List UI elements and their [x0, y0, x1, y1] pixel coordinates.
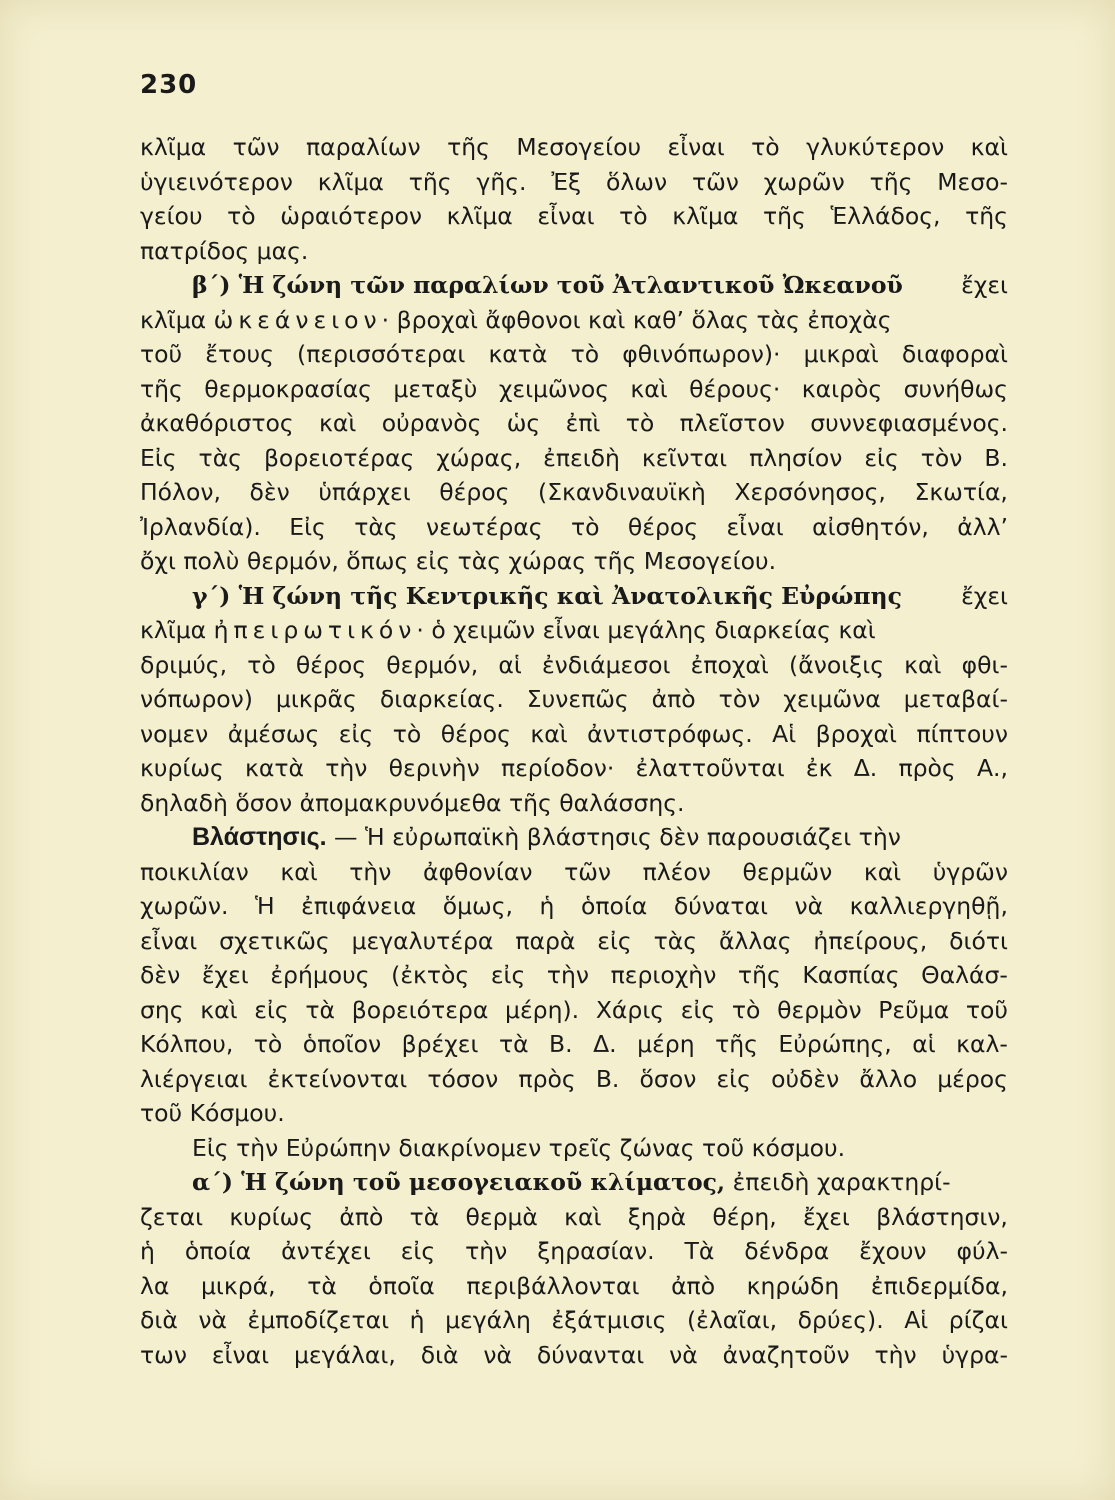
- word: Μεσογείου: [516, 133, 642, 161]
- word: τὸ: [751, 133, 780, 161]
- word: θέρος: [439, 478, 510, 506]
- text-line: πατρίδος μας.: [140, 236, 309, 265]
- word: θερινὴν: [388, 754, 480, 782]
- word: ὁποῖον: [302, 1030, 382, 1058]
- word: Δ.: [593, 1030, 617, 1058]
- word: κλῖμα: [672, 202, 739, 230]
- word: ποικιλίαν: [140, 857, 249, 886]
- word: αἱ: [912, 1030, 936, 1058]
- text-line: [140, 441, 1008, 476]
- word: καὶ: [280, 857, 318, 886]
- word: ἀμέσως: [227, 719, 320, 748]
- word: ὡραιότερον: [280, 202, 422, 230]
- word: Β.: [595, 1064, 620, 1093]
- word: συννεφιασμένος.: [810, 409, 1008, 437]
- word: δὲν: [140, 961, 181, 989]
- word: κεῖνται: [641, 443, 728, 472]
- word: ἔχει: [802, 1202, 850, 1231]
- word: τῆς: [965, 202, 1008, 230]
- word: χώρας,: [436, 443, 522, 472]
- word: κατὰ: [245, 754, 304, 782]
- word: σης: [140, 995, 184, 1024]
- word: νὰ: [794, 892, 824, 920]
- word: ἐλαττοῦνται: [635, 754, 785, 782]
- word: οὐδὲν: [771, 1064, 840, 1093]
- word: μικραὶ: [803, 340, 879, 368]
- word: ὑγιεινότερον: [140, 167, 293, 196]
- word: εἰς: [597, 926, 632, 955]
- word: πλησίον: [749, 443, 843, 472]
- word: ἐπιδερμίδα,: [870, 1271, 1008, 1300]
- word: Εὐρώπης,: [778, 1030, 892, 1058]
- text-line: [140, 1303, 1008, 1338]
- word: φθινόπωρον)·: [622, 340, 781, 368]
- word: καλλιεργηθῇ,: [849, 892, 1008, 920]
- word: νομεν: [140, 719, 209, 748]
- text-fragment: · ὁ χειμῶν εἶναι μεγάλης διαρκείας καὶ: [416, 616, 876, 644]
- section-alpha-label: α΄) Ἡ ζώνη τοῦ μεσογειακοῦ κλίματος,: [192, 1168, 726, 1196]
- word: νὰ: [669, 1340, 698, 1369]
- word: (ἄνοιξις: [789, 650, 884, 679]
- word: γῆς.: [476, 167, 527, 196]
- word: Δ.: [853, 754, 878, 782]
- word: χειμῶνος: [498, 374, 609, 403]
- word: καὶ: [630, 374, 668, 403]
- word: ἐπὶ: [565, 409, 601, 437]
- word: εἰς: [864, 443, 899, 472]
- word: Θαλάσ-: [921, 961, 1008, 989]
- text-line: [140, 1027, 1008, 1062]
- word: θέρους·: [689, 374, 781, 403]
- text-line: [140, 924, 1008, 959]
- word: ἡ: [140, 1237, 155, 1265]
- text-line: [140, 1062, 1008, 1097]
- word: δένδρα: [744, 1237, 830, 1265]
- climate-type-gamma: ἠπειρωτικόν: [213, 616, 417, 644]
- word: ἔχουν: [859, 1237, 927, 1265]
- word: ὅμως,: [442, 892, 513, 920]
- word: τὸ: [247, 650, 276, 679]
- word: κατὰ: [488, 340, 548, 368]
- text-fragment: κλῖμα: [140, 616, 207, 644]
- word: Χερσόνησος,: [734, 478, 886, 506]
- word: τῆς: [763, 202, 806, 230]
- word: ἀπὸ: [339, 1202, 384, 1231]
- text-line: [140, 855, 1008, 890]
- section-beta-label: β΄) Ἡ ζώνη τῶν παραλίων τοῦ Ἀτλαντικοῦ Ὠκεανοῦ: [192, 271, 903, 299]
- text-fragment: κλῖμα: [140, 305, 207, 334]
- word: Εἰς: [140, 443, 177, 472]
- word: (ἐκτὸς: [391, 961, 470, 989]
- word: ἐμποδίζεται: [247, 1306, 390, 1334]
- word: Κασπίας: [802, 961, 900, 989]
- word: ἀκαθόριστος: [140, 409, 294, 437]
- text-line: [140, 510, 1008, 545]
- word: ὁποῖα: [368, 1271, 435, 1300]
- word: εἰς: [400, 1237, 436, 1265]
- text-body: [140, 130, 1008, 1372]
- word: χειμῶνα: [783, 685, 881, 713]
- word: ἀφθονίαν: [423, 857, 533, 886]
- word: τὸ: [392, 719, 422, 748]
- word: βλάστησιν,: [876, 1202, 1008, 1231]
- word: ὡς: [506, 409, 541, 437]
- word: Αἱ: [904, 1306, 929, 1334]
- word: θέρος: [295, 650, 367, 679]
- text-line: δηλαδὴ ὅσον ἀπομακρυνόμεθα τῆς θαλάσσης.: [140, 788, 685, 817]
- word: τῶν: [232, 133, 280, 161]
- word: τὸ: [253, 1030, 283, 1058]
- word: ἐνδιάμεσοι: [541, 650, 671, 679]
- word: εἰς: [680, 995, 716, 1024]
- word: νὰ: [198, 1306, 227, 1334]
- word: Ἰρλανδία).: [140, 512, 261, 541]
- word: τὴν: [465, 1237, 508, 1265]
- word: γείου: [140, 202, 203, 230]
- word: εἰς: [716, 1064, 751, 1093]
- text-line: [140, 648, 1008, 683]
- word: διὰ: [140, 1306, 178, 1334]
- zones-intro: Εἰς τὴν Εὐρώπην διακρίνομεν τρεῖς ζώνας τοῦ κόσμου.: [192, 1133, 846, 1162]
- word: τὴν: [874, 1340, 917, 1369]
- word: τοῦ: [965, 995, 1008, 1024]
- word: φθι-: [961, 650, 1008, 679]
- word: Τὰ: [684, 1237, 715, 1265]
- word: τῆς: [140, 374, 183, 403]
- word: τὸ: [227, 202, 256, 230]
- section-gamma-label: γ΄) Ἡ ζώνη τῆς Κεντρικῆς καὶ Ἀνατολικῆς Εὐρώπης: [192, 581, 902, 610]
- word: ἐπειδὴ: [543, 443, 620, 472]
- word: ἀπὸ: [651, 685, 696, 713]
- word: θερμὸν: [777, 995, 862, 1024]
- word: ἀντέχει: [281, 1237, 371, 1265]
- word: τὰς: [354, 512, 398, 541]
- word: ὑγρα-: [941, 1340, 1008, 1369]
- word: θέρος: [627, 512, 699, 541]
- word: διαρκείας.: [379, 685, 504, 713]
- word: καὶ: [319, 409, 357, 437]
- word: καὶ: [970, 133, 1008, 161]
- text-line: [140, 613, 1008, 648]
- word: ζεται: [140, 1202, 204, 1231]
- word: ξηρασίαν.: [537, 1237, 655, 1265]
- word: βρέχει: [401, 1030, 479, 1058]
- word: εἰς: [338, 719, 374, 748]
- word: Ἐξ: [551, 167, 582, 196]
- word: εἶναι: [211, 1340, 270, 1369]
- text-line: [140, 372, 1008, 407]
- word: ἐρήμους: [270, 961, 370, 989]
- word: καὶ: [904, 650, 942, 679]
- word: καὶ: [564, 1202, 602, 1231]
- word: κυρίως: [229, 1202, 314, 1231]
- word: εἶναι: [140, 926, 198, 955]
- word: διαφοραὶ: [901, 340, 1008, 368]
- word: ὅσον: [639, 1064, 697, 1093]
- word: δριμύς,: [140, 650, 228, 679]
- text-line: [140, 199, 1008, 234]
- word: τῶν: [691, 167, 739, 196]
- word: τὰ: [307, 1271, 337, 1300]
- word: τὸ: [570, 340, 600, 368]
- word: Χάρις: [595, 995, 665, 1024]
- word: ὁποία: [580, 892, 648, 920]
- word: Β.: [549, 1030, 573, 1058]
- word: (Σκανδιναυϊκὴ: [538, 478, 706, 506]
- word: τόσον: [427, 1064, 499, 1093]
- text-fragment: · βροχαὶ ἄφθονοι καὶ καθ’ ὅλας τὰς ἐποχὰς: [381, 305, 892, 334]
- word: ἄλλας: [718, 926, 792, 955]
- word: μεταβαί-: [903, 685, 1008, 713]
- word: τὰς: [198, 443, 242, 472]
- word: τὸ: [731, 995, 761, 1024]
- section-alpha-heading-line: [140, 1165, 1008, 1200]
- word: γλυκύτερον: [806, 133, 945, 161]
- page-number: 230: [140, 70, 198, 100]
- word: θέρη,: [712, 1202, 777, 1231]
- text-line: [140, 337, 1008, 372]
- word: εἰς: [254, 995, 289, 1024]
- word: Μεσο-: [937, 167, 1008, 196]
- word: θέρος: [440, 719, 511, 748]
- text-line: [140, 1269, 1008, 1304]
- word: ὁποία: [184, 1237, 252, 1265]
- word: τοῦ: [140, 340, 183, 368]
- word: καὶ: [863, 857, 902, 886]
- word: τὰ: [409, 1202, 440, 1231]
- text-fragment: ἔχει: [961, 581, 1008, 610]
- word: παραλίων: [305, 133, 421, 161]
- word: κλῖμα: [317, 167, 384, 196]
- text-line: [140, 751, 1008, 786]
- word: φύλ-: [956, 1237, 1008, 1265]
- word: ἐκ: [805, 754, 833, 782]
- word: τὰ: [498, 1030, 529, 1058]
- word: πλέον: [642, 857, 711, 886]
- word: ἀναζητοῦν: [722, 1340, 850, 1369]
- word: καὶ: [530, 719, 568, 748]
- word: θερμόν,: [386, 650, 479, 679]
- word: θερμῶν: [742, 857, 833, 886]
- climate-type-beta: ὠκεάνειον: [213, 305, 382, 334]
- word: Εἰς: [289, 512, 326, 541]
- word: δὲν: [249, 478, 290, 506]
- text-fragment: — Ἡ εὐρωπαϊκὴ βλάστησις δὲν παρουσιάζει τὴν: [326, 823, 901, 851]
- word: των: [140, 1340, 187, 1369]
- word: νεωτέρας: [426, 512, 543, 541]
- word: τὴν: [325, 754, 368, 782]
- word: πρὸς: [518, 1064, 576, 1093]
- word: μέρη).: [505, 995, 580, 1024]
- word: οὐρανὸς: [381, 409, 482, 437]
- word: ἀλλ’: [957, 512, 1008, 541]
- word: αἰσθητόν,: [812, 512, 929, 541]
- word: δύνανται: [536, 1340, 645, 1369]
- word: μέρη: [637, 1030, 695, 1058]
- word: τὸν: [718, 685, 761, 713]
- word: νὰ: [483, 1340, 513, 1369]
- word: μικρά,: [200, 1271, 276, 1300]
- word: Πόλον,: [140, 478, 221, 506]
- word: τῆς: [737, 961, 781, 989]
- word: τῆς: [715, 1030, 758, 1058]
- word: περιοχὴν: [610, 961, 717, 989]
- text-fragment: ἔχει: [961, 271, 1008, 299]
- text-line: [140, 958, 1008, 993]
- word: περιβάλλονται: [466, 1271, 640, 1300]
- word: νόπωρον): [140, 685, 253, 713]
- section-gamma-heading-line: [140, 579, 1008, 614]
- word: πίπτουν: [916, 719, 1008, 748]
- word: τὴν: [349, 857, 392, 886]
- word: ἔχει: [201, 961, 249, 989]
- word: Β.: [984, 443, 1008, 472]
- word: συνήθως: [903, 374, 1008, 403]
- text-line: [140, 1234, 1008, 1269]
- word: Ἑλλάδος,: [830, 202, 941, 230]
- text-line: [140, 889, 1008, 924]
- text-line: [140, 1200, 1008, 1235]
- word: λα: [140, 1271, 170, 1300]
- word: ἐπιφάνεια: [301, 892, 417, 920]
- word: κλῖμα: [446, 202, 513, 230]
- text-line: [140, 1338, 1008, 1373]
- word: λιέργειαι: [140, 1064, 248, 1093]
- word: τὸ: [625, 409, 655, 437]
- text-line: [140, 682, 1008, 717]
- word: δύναται: [673, 892, 768, 920]
- section-beta-heading-line: [140, 268, 1008, 303]
- text-line: [140, 165, 1008, 200]
- word: μεγάλαι,: [293, 1340, 396, 1369]
- word: διότι: [949, 926, 1008, 955]
- word: καλ-: [956, 1030, 1008, 1058]
- word: τὸ: [619, 202, 648, 230]
- word: εἶναι: [726, 512, 784, 541]
- word: θερμοκρασίας: [204, 374, 372, 403]
- word: κηρώδη: [746, 1271, 840, 1300]
- word: τὸν: [920, 443, 963, 472]
- word: ἄλλο: [859, 1064, 918, 1093]
- text-line: [140, 717, 1008, 752]
- vegetation-heading-line: [140, 820, 1008, 855]
- word: εἶναι: [537, 202, 595, 230]
- word: Αἱ: [772, 719, 797, 748]
- word: ἀπὸ: [671, 1271, 716, 1300]
- word: δρύες).: [797, 1306, 884, 1334]
- word: περίοδον·: [500, 754, 615, 782]
- word: ἠπείρους,: [813, 926, 928, 955]
- word: τῶν: [564, 857, 612, 886]
- word: Ρεῦμα: [878, 995, 950, 1024]
- word: κλῖμα: [140, 133, 207, 161]
- word: διὰ: [420, 1340, 459, 1369]
- text-line: [140, 406, 1008, 441]
- word: τὰ: [305, 995, 336, 1024]
- text-line: [140, 993, 1008, 1028]
- word: τῆς: [447, 133, 490, 161]
- word: ἡ: [409, 1306, 425, 1334]
- word: τῆς: [408, 167, 452, 196]
- word: βροχαὶ: [815, 719, 897, 748]
- word: (περισσότεραι: [297, 340, 466, 368]
- word: τὴν: [546, 961, 590, 989]
- word: χωρῶν.: [140, 892, 229, 920]
- word: μεταξὺ: [393, 374, 478, 403]
- word: χωρῶν: [763, 167, 845, 196]
- word: Κόλπου,: [140, 1030, 234, 1058]
- word: πλεῖστον: [679, 409, 785, 437]
- word: ρίζαι: [948, 1306, 1008, 1334]
- word: ἐκτείνονται: [267, 1064, 408, 1093]
- text-line: [140, 303, 1008, 338]
- word: μέρος: [937, 1064, 1008, 1093]
- text-line: [140, 130, 1008, 165]
- word: ἡ: [539, 892, 555, 920]
- word: θερμὰ: [465, 1202, 538, 1231]
- word: σχετικῶς: [219, 926, 330, 955]
- vegetation-heading: Βλάστησις.: [192, 823, 327, 851]
- word: ξηρὰ: [627, 1202, 687, 1231]
- word: καὶ: [200, 995, 238, 1024]
- word: κυρίως: [140, 754, 224, 782]
- word: τὰς: [653, 926, 698, 955]
- word: αἱ: [498, 650, 522, 679]
- word: τὸ: [570, 512, 600, 541]
- word: ἐξάτμισις: [551, 1306, 667, 1334]
- word: παρὰ: [515, 926, 576, 955]
- word: ἔτους: [205, 340, 274, 368]
- text-line: [140, 475, 1008, 510]
- word: εἶναι: [667, 133, 725, 161]
- word: ἀντιστρόφως.: [587, 719, 753, 748]
- word: Συνεπῶς: [526, 685, 629, 713]
- word: εἰς: [490, 961, 526, 989]
- word: Ἡ: [254, 892, 275, 920]
- word: καιρὸς: [801, 374, 883, 403]
- word: ὅλων: [606, 167, 668, 196]
- text-line: τοῦ Κόσμου.: [140, 1099, 285, 1127]
- word: βορειοτέρας: [263, 443, 415, 472]
- zones-intro-line: [140, 1131, 1008, 1166]
- word: (ἐλαῖαι,: [687, 1306, 778, 1334]
- word: μεγαλυτέρα: [351, 926, 494, 955]
- word: βορειότερα: [351, 995, 489, 1024]
- word: Α.,: [976, 754, 1008, 782]
- word: μικρᾶς: [275, 685, 357, 713]
- word: ὑπάρχει: [318, 478, 411, 506]
- word: τῆς: [869, 167, 913, 196]
- text-fragment: ἐπειδὴ χαρακτηρί-: [725, 1168, 951, 1196]
- text-line: ὄχι πολὺ θερμόν, ὅπως εἰς τὰς χώρας τῆς Μεσογείου.: [140, 547, 777, 575]
- word: μεγάλη: [445, 1306, 531, 1334]
- word: Σκωτία,: [914, 478, 1008, 506]
- word: ἐποχαὶ: [690, 650, 769, 679]
- word: πρὸς: [898, 754, 956, 782]
- word: ὑγρῶν: [932, 857, 1008, 886]
